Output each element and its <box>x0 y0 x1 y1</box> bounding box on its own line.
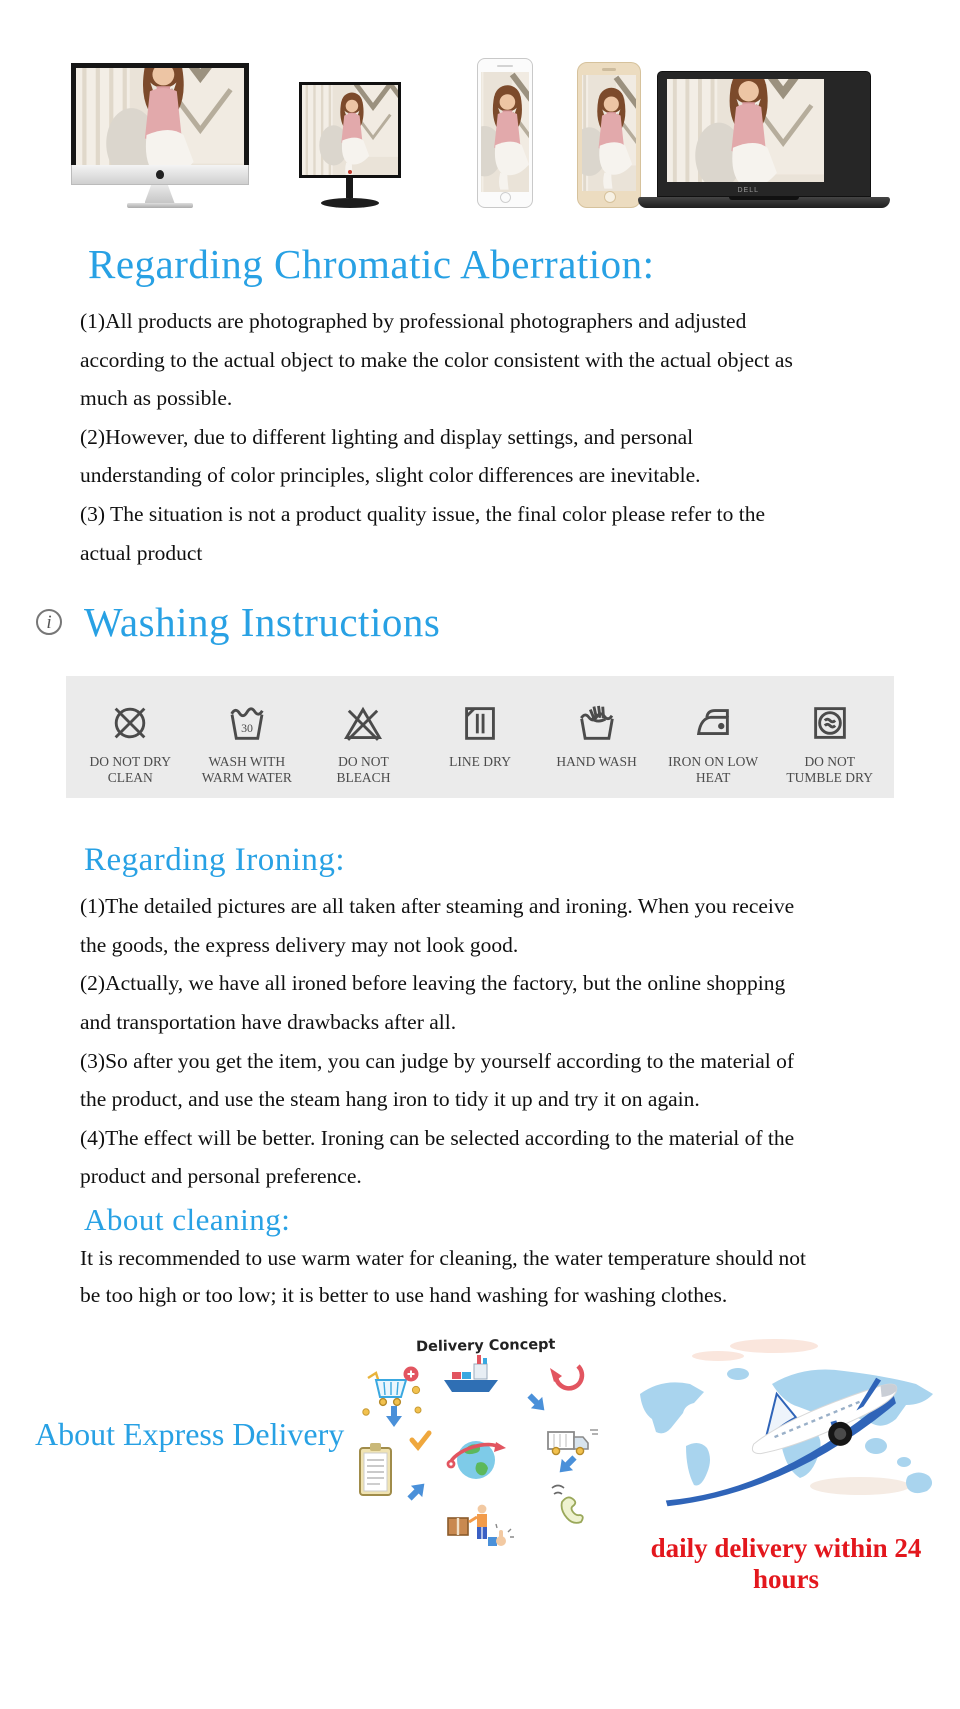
ironing-paragraph-2: (2)Actually, we have all ironed before leaving the factory, but the online shopping and transportation have drawbacks after all. <box>80 971 786 1034</box>
ironing-paragraphs <box>80 887 808 1196</box>
product-photo <box>302 85 398 175</box>
cleaning-paragraph-1: It is recommended to use warm water for cleaning, the water temperature should not be too high or too low; it is better to use hand washing for washing clothes. <box>80 1245 806 1307</box>
delivery-tagline: daily delivery within 24 hours <box>650 1532 922 1594</box>
laptop-base <box>638 197 890 208</box>
world-map-plane-art <box>624 1332 948 1518</box>
device-mockups-row <box>0 0 960 208</box>
ironing-section-title: Regarding Ironing: <box>84 842 346 879</box>
monitor-stand <box>346 178 353 198</box>
monitor-screen <box>299 82 401 178</box>
ironing-paragraph-1: (1)The detailed pictures are all taken after steaming and ironing. When you receive the goods, the express delivery may not look good. <box>80 894 795 957</box>
ironing-paragraph-4: (4)The effect will be better. Ironing can be selected according to the material of the product and personal preference. <box>80 1125 795 1189</box>
delivery-section-title: About Express Delivery <box>35 1415 345 1452</box>
hand-wash-icon <box>574 700 620 746</box>
washing-section-title: Washing Instructions <box>84 599 441 646</box>
care-item-line-dry <box>422 700 539 786</box>
wash-with-warm-water-icon <box>224 700 270 746</box>
express-delivery-section <box>0 1338 960 1668</box>
care-label: DO NOT TUMBLE DRY <box>786 754 874 786</box>
care-item-do-not-dry-clean <box>72 700 189 786</box>
worldwide-shipping-illustration <box>624 1332 948 1595</box>
svg-text:30: 30 <box>240 720 253 735</box>
do-not-bleach-icon <box>340 700 386 746</box>
imac-screen <box>71 63 249 165</box>
do-not-dry-clean-icon <box>107 700 153 746</box>
care-label: HAND WASH <box>556 754 637 770</box>
do-not-tumble-dry-icon <box>807 700 853 746</box>
white-phone-mockup <box>477 58 533 208</box>
chromatic-paragraph-1: (1)All products are photographed by professional photographers and adjusted according to the actual object to make the color consistent with the actual object as much as possible. <box>80 309 793 411</box>
laptop-screen <box>657 71 871 197</box>
care-item-do-not-tumble-dry <box>771 700 888 786</box>
gold-phone-mockup <box>577 62 641 208</box>
delivery-concept-illustration <box>352 1338 600 1558</box>
imac-chin <box>71 165 249 185</box>
chromatic-paragraphs <box>80 302 808 572</box>
care-item-hand-wash <box>538 700 655 786</box>
ironing-paragraph-3: (3)So after you get the item, you can judge by yourself according to the material of the product, and use the steam hang iron to tidy it up and try it on again. <box>80 1048 795 1112</box>
cleaning-paragraphs <box>80 1240 808 1314</box>
laptop-mockup <box>657 71 890 208</box>
laptop-brand-logo: DELL <box>737 187 760 194</box>
chromatic-section-title: Regarding Chromatic Aberration: <box>88 241 655 287</box>
product-photo <box>667 79 824 182</box>
care-item-iron-low-heat <box>655 700 772 786</box>
care-item-wash-warm-water <box>189 700 306 786</box>
delivery-concept-art <box>352 1338 600 1553</box>
product-photo <box>76 68 244 165</box>
line-dry-icon <box>457 700 503 746</box>
info-icon: i <box>36 609 62 635</box>
care-label: WASH WITH WARM WATER <box>201 754 292 786</box>
imac-base <box>127 203 193 208</box>
chromatic-paragraph-3: (3) The situation is not a product quality issue, the final color please refer to the actual product <box>80 501 766 565</box>
care-item-do-not-bleach <box>305 700 422 786</box>
delivery-concept-title: Delivery Concept <box>415 1336 556 1356</box>
cleaning-section-title: About cleaning: <box>84 1201 291 1237</box>
chromatic-paragraph-2: (2)However, due to different lighting and display settings, and personal understanding of color principles, slight color differences are inevitable. <box>80 424 701 488</box>
care-label: DO NOT BLEACH <box>336 754 391 786</box>
washing-section-header <box>36 598 960 646</box>
care-label: LINE DRY <box>449 754 511 770</box>
product-photo <box>481 72 529 192</box>
product-photo <box>582 75 636 191</box>
iron-on-low-heat-icon <box>690 700 736 746</box>
monitor-mockup <box>299 82 401 208</box>
care-symbols-bar <box>66 676 894 798</box>
monitor-base <box>321 198 379 208</box>
imac-stand <box>145 185 175 203</box>
imac-mockup <box>71 63 249 208</box>
care-label: DO NOT DRY CLEAN <box>89 754 172 786</box>
care-label: IRON ON LOW HEAT <box>668 754 759 786</box>
